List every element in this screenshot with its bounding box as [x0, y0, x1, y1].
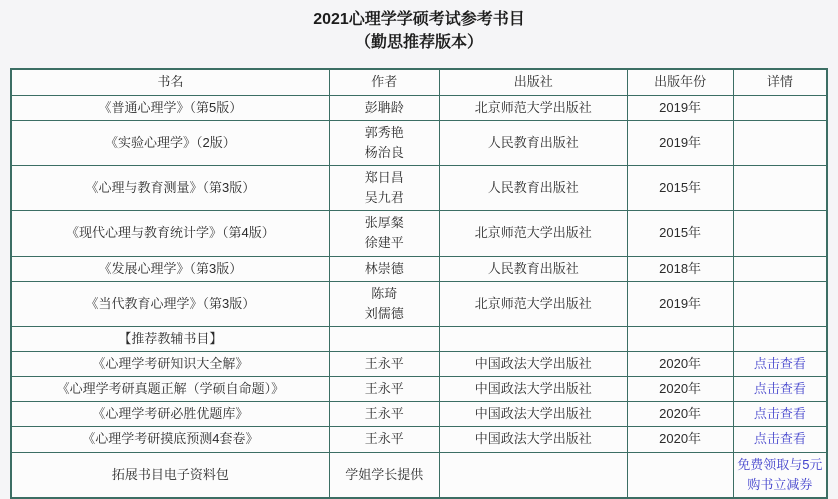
year-cell: 2020年 [627, 427, 733, 452]
author-cell: 林崇德 [329, 256, 439, 281]
detail-cell [733, 377, 827, 402]
table-row [11, 352, 827, 377]
table-row [11, 165, 827, 210]
detail-link[interactable]: 点击查看 [753, 406, 806, 422]
detail-cell [733, 211, 827, 256]
column-header: 出版社 [439, 69, 627, 95]
table-row [11, 95, 827, 120]
publisher-cell: 北京师范大学出版社 [439, 95, 627, 120]
author-cell [329, 326, 439, 351]
author-cell: 王永平 [329, 427, 439, 452]
table-row [11, 402, 827, 427]
table-header-row [11, 69, 827, 95]
book-name-cell: 《心理学考研必胜优题库》 [11, 402, 329, 427]
book-table-body [11, 95, 827, 498]
year-cell: 2020年 [627, 352, 733, 377]
publisher-cell: 中国政法大学出版社 [439, 352, 627, 377]
table-row [11, 452, 827, 498]
column-header: 出版年份 [627, 69, 733, 95]
author-cell: 彭聃龄 [329, 95, 439, 120]
book-name-cell: 《现代心理与教育统计学》（第4版） [11, 211, 329, 256]
book-name-cell: 《当代教育心理学》（第3版） [11, 281, 329, 326]
author-cell: 王永平 [329, 352, 439, 377]
author-cell: 郑日昌 吴九君 [329, 165, 439, 210]
detail-cell [733, 427, 827, 452]
column-header: 书名 [11, 69, 329, 95]
publisher-cell [439, 326, 627, 351]
detail-link[interactable]: 点击查看 [753, 356, 806, 372]
publisher-cell: 中国政法大学出版社 [439, 377, 627, 402]
author-cell: 陈琦 刘儒德 [329, 281, 439, 326]
detail-cell [733, 281, 827, 326]
detail-cell [733, 326, 827, 351]
year-cell [627, 452, 733, 498]
book-table [10, 68, 828, 499]
page-title: 2021心理学学硕考试参考书目 [313, 11, 525, 28]
table-row [11, 377, 827, 402]
year-cell: 2015年 [627, 211, 733, 256]
book-name-cell: 《普通心理学》（第5版） [11, 95, 329, 120]
year-cell: 2020年 [627, 402, 733, 427]
column-header: 详情 [733, 69, 827, 95]
publisher-cell: 人民教育出版社 [439, 256, 627, 281]
year-cell: 2019年 [627, 95, 733, 120]
detail-cell [733, 402, 827, 427]
book-name-cell: 《心理学考研知识大全解》 [11, 352, 329, 377]
publisher-cell [439, 452, 627, 498]
publisher-cell: 北京师范大学出版社 [439, 211, 627, 256]
detail-cell [733, 95, 827, 120]
book-name-cell: 《心理学考研摸底预测4套卷》 [11, 427, 329, 452]
publisher-cell: 中国政法大学出版社 [439, 402, 627, 427]
page-subtitle: （勤思推荐版本） [354, 34, 483, 52]
book-name-cell: 《心理学考研真题正解（学硕自命题）》 [11, 377, 329, 402]
detail-link[interactable]: 点击查看 [753, 381, 806, 397]
table-row [11, 211, 827, 256]
detail-cell [733, 352, 827, 377]
table-row [11, 427, 827, 452]
year-cell: 2019年 [627, 120, 733, 165]
table-row [11, 120, 827, 165]
table-row [11, 281, 827, 326]
year-cell [627, 326, 733, 351]
year-cell: 2019年 [627, 281, 733, 326]
publisher-cell: 中国政法大学出版社 [439, 427, 627, 452]
detail-cell [733, 120, 827, 165]
publisher-cell: 人民教育出版社 [439, 120, 627, 165]
detail-link[interactable]: 免费领取与5元 购书立减券 [737, 456, 823, 492]
detail-link[interactable]: 点击查看 [753, 431, 806, 447]
year-cell: 2018年 [627, 256, 733, 281]
year-cell: 2020年 [627, 377, 733, 402]
page-title-block [0, 0, 838, 54]
author-cell: 郭秀艳 杨治良 [329, 120, 439, 165]
author-cell: 张厚粲 徐建平 [329, 211, 439, 256]
year-cell: 2015年 [627, 165, 733, 210]
book-name-cell: 【推荐教辅书目】 [11, 326, 329, 351]
book-name-cell: 《实验心理学》（2版） [11, 120, 329, 165]
book-name-cell: 《心理与教育测量》（第3版） [11, 165, 329, 210]
author-cell: 王永平 [329, 402, 439, 427]
book-name-cell: 拓展书目电子资料包 [11, 452, 329, 498]
author-cell: 学姐学长提供 [329, 452, 439, 498]
publisher-cell: 北京师范大学出版社 [439, 281, 627, 326]
publisher-cell: 人民教育出版社 [439, 165, 627, 210]
table-row [11, 326, 827, 351]
detail-cell [733, 452, 827, 498]
table-row [11, 256, 827, 281]
author-cell: 王永平 [329, 377, 439, 402]
detail-cell [733, 165, 827, 210]
column-header: 作者 [329, 69, 439, 95]
book-name-cell: 《发展心理学》（第3版） [11, 256, 329, 281]
detail-cell [733, 256, 827, 281]
